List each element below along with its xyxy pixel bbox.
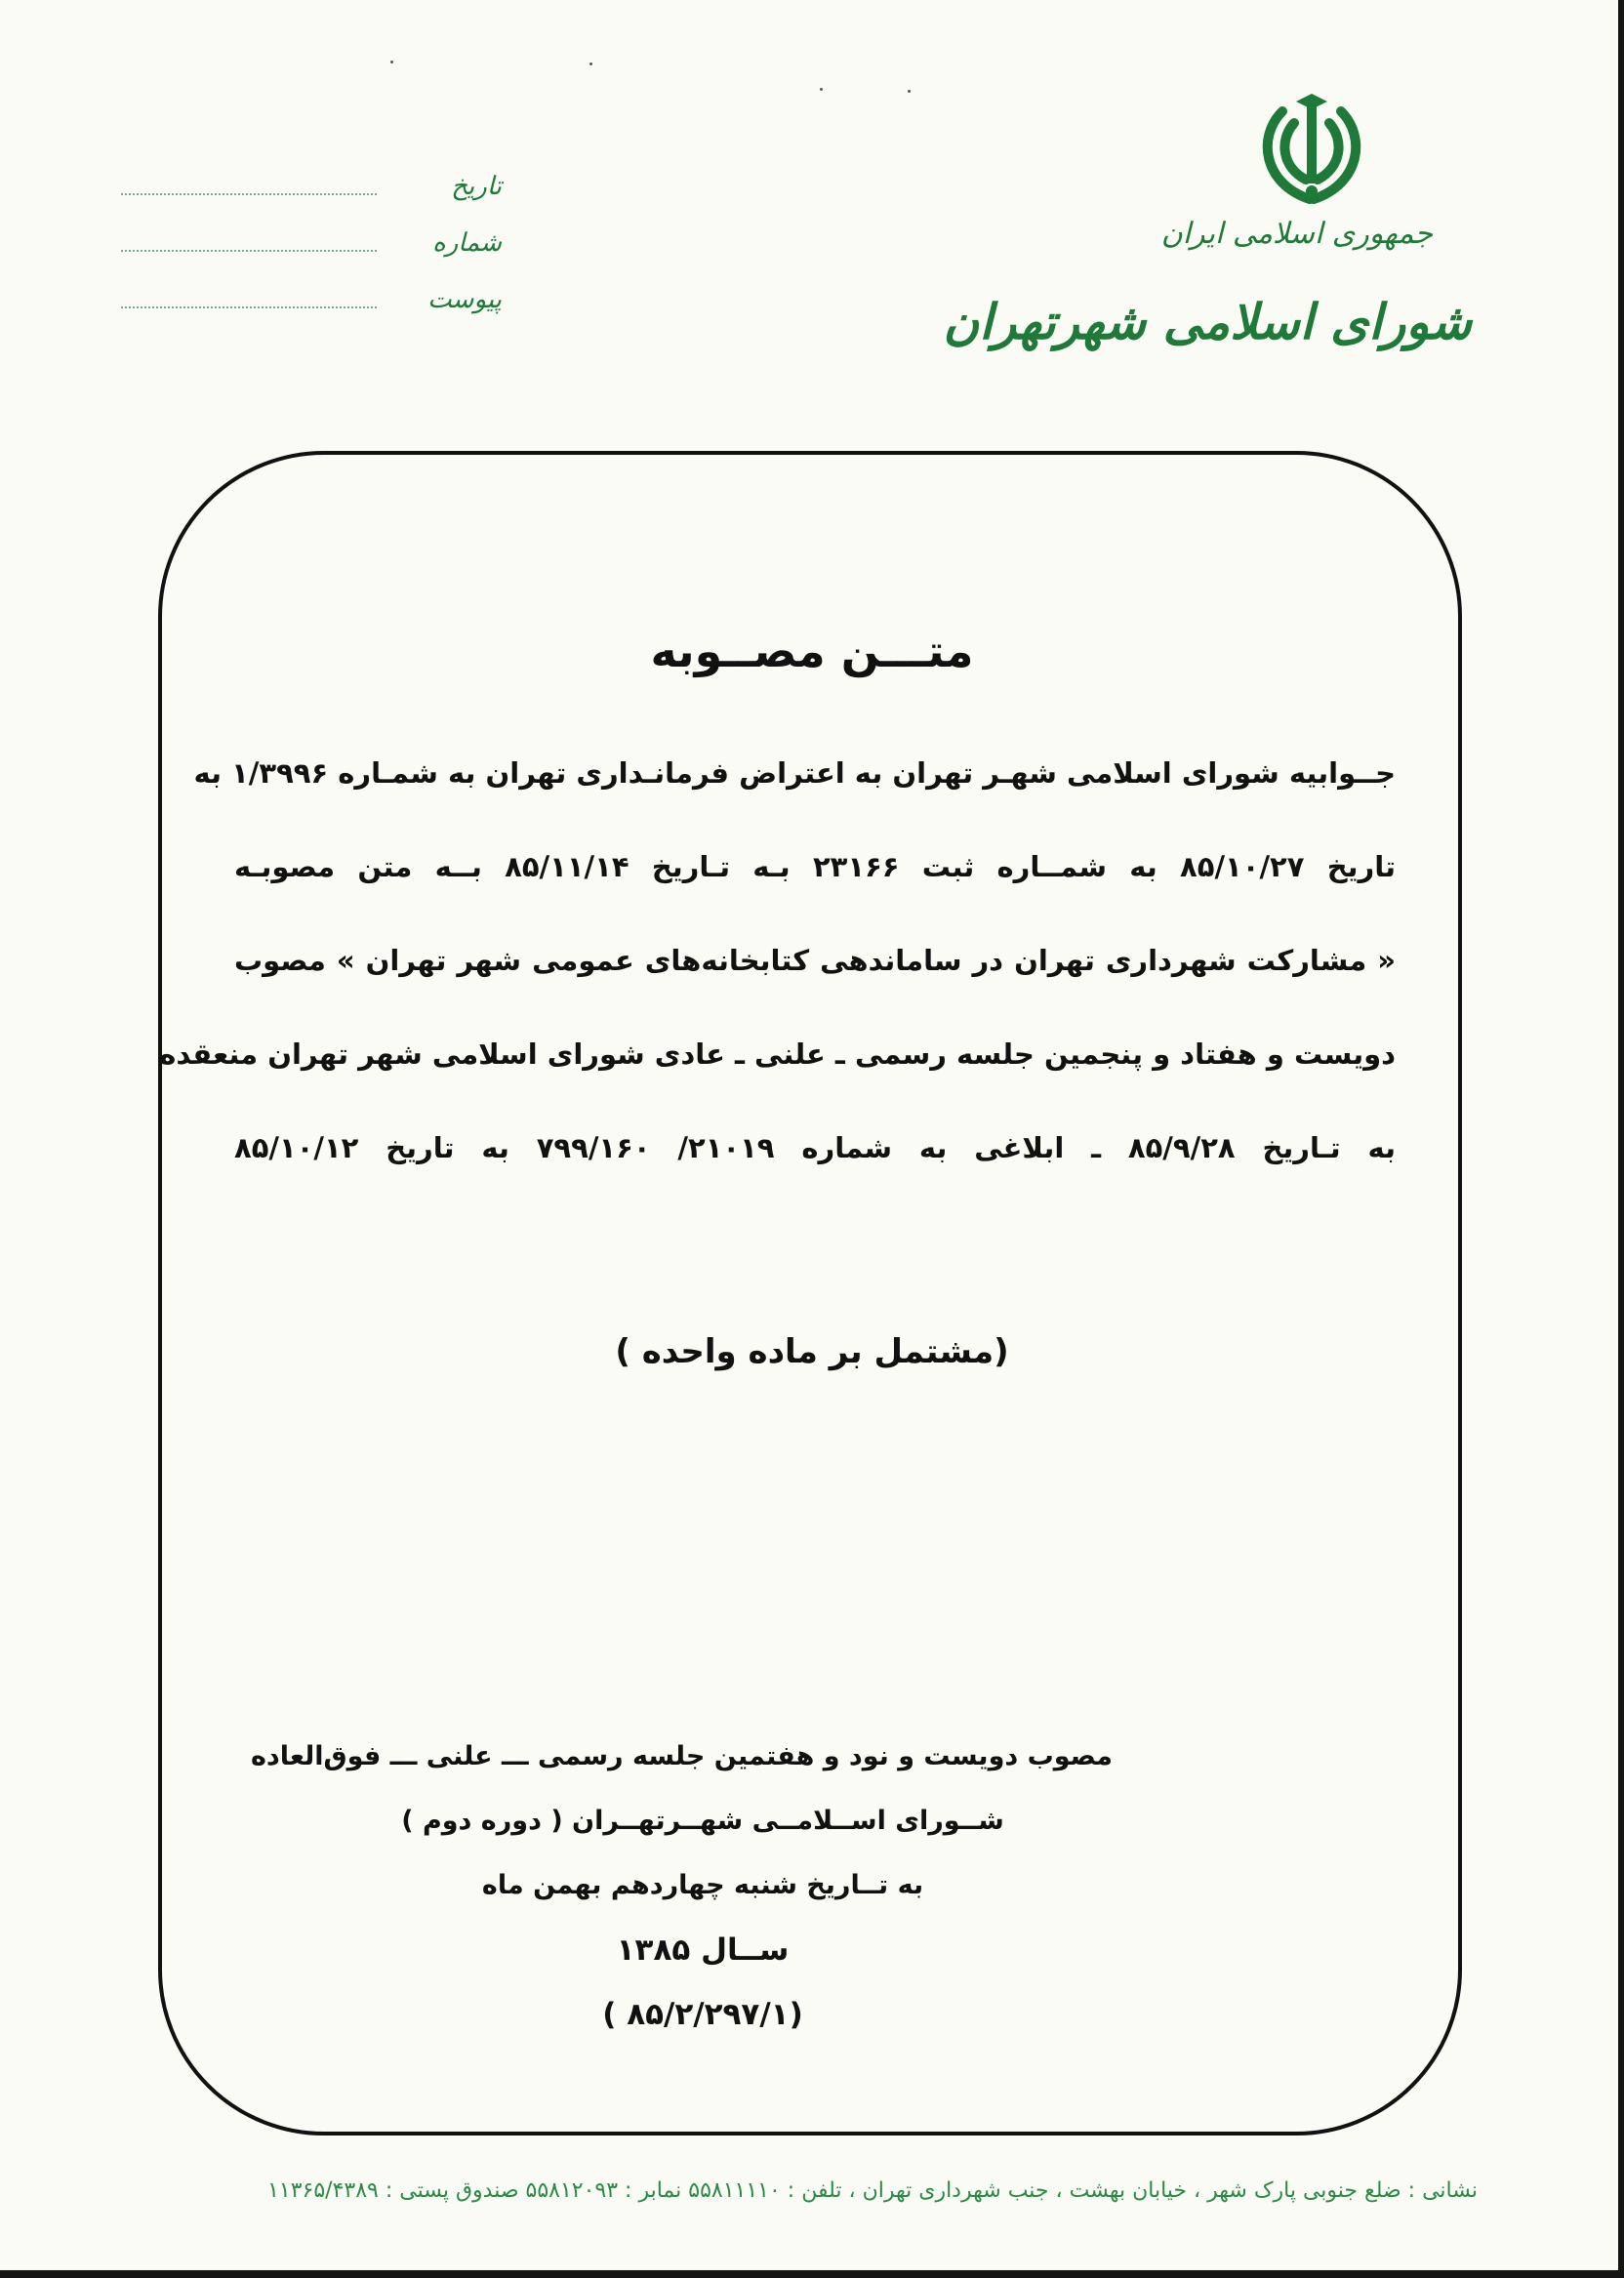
number-label: شماره <box>432 228 502 258</box>
date-label: تاریخ <box>451 172 502 201</box>
number-blank[interactable] <box>121 250 377 252</box>
body-line: جــوابیه شورای اسلامی شهـر تهران به اعتراض فرمانـداری تهران به شمـاره ۱/۳۹۹۶ به <box>193 756 1396 790</box>
number-field[interactable] <box>121 228 502 285</box>
reference-fields <box>121 172 502 342</box>
council-name: شورای اسلامی شهرتهران <box>943 293 1472 350</box>
approval-session: مصوب دویست و نود و هفتمین جلسه رسمی ـــ علنی ـــ فوق‌العاده <box>250 1741 1113 1771</box>
approval-block <box>250 1737 1113 2059</box>
date-field[interactable] <box>121 172 502 228</box>
scan-speck <box>908 90 911 93</box>
resolution-text <box>159 734 1396 1202</box>
body-line: « مشارکت شهرداری تهران در ساماندهی کتابخانه‌های عمومی شهر تهران » مصوب <box>234 944 1396 977</box>
document-title: متـــن مصــوبه <box>650 625 974 677</box>
scan-speck <box>589 62 592 65</box>
body-line: دویست و هفتاد و پنجمین جلسه رسمی ـ علنی ـ عادی شورای اسلامی شهر تهران منعقده <box>159 1037 1396 1071</box>
body-line: به تـاریخ ۸۵/۹/۲۸ ـ ابلاغی به شماره ۲۱۰۱۹/ ۷۹۹/۱۶۰ به تاریخ ۸۵/۱۰/۱۲ <box>234 1131 1396 1164</box>
date-blank[interactable] <box>121 193 377 195</box>
attachment-label: پیوست <box>427 285 502 314</box>
footer-address: نشانی : ضلع جنوبی پارک شهر ، خیابان بهشت ، جنب شهرداری تهران ، تلفن : ۵۵۸۱۱۱۱۰ نمابر : ۵۵۸۱۲۰۹۳ صندوق پستی : ۱۱۳۶۵/۴۳۸۹ <box>267 2178 1478 2203</box>
government-name: جمهوری اسلامی ایران <box>1160 217 1433 251</box>
document-subtitle: (مشتمل بر ماده واحده ) <box>615 1332 1009 1371</box>
scan-edge-bottom <box>0 2270 1624 2278</box>
iran-emblem-icon <box>1253 90 1370 207</box>
scan-speck <box>390 61 393 63</box>
body-line: تاریخ ۸۵/۱۰/۲۷ به شمــاره ثبت ۲۳۱۶۶ بـه تـاریخ ۸۵/۱۱/۱۴ بــه متن مصوبـه <box>234 850 1396 883</box>
scan-speck <box>820 88 823 91</box>
approval-date: به تــاریخ شنبه چهاردهم بهمن ماه <box>481 1870 924 1900</box>
attachment-blank[interactable] <box>121 306 377 308</box>
approval-council: شــورای اســلامــی شهــرتهــران ( دوره دوم ) <box>401 1806 1004 1836</box>
scan-edge-right <box>1618 0 1624 2278</box>
approval-year: ســال ۱۳۸۵ <box>616 1932 790 1968</box>
approval-reference: (۸۵/۲/۲۹۷/۱ ) <box>602 1997 803 2032</box>
attachment-field[interactable] <box>121 285 502 342</box>
